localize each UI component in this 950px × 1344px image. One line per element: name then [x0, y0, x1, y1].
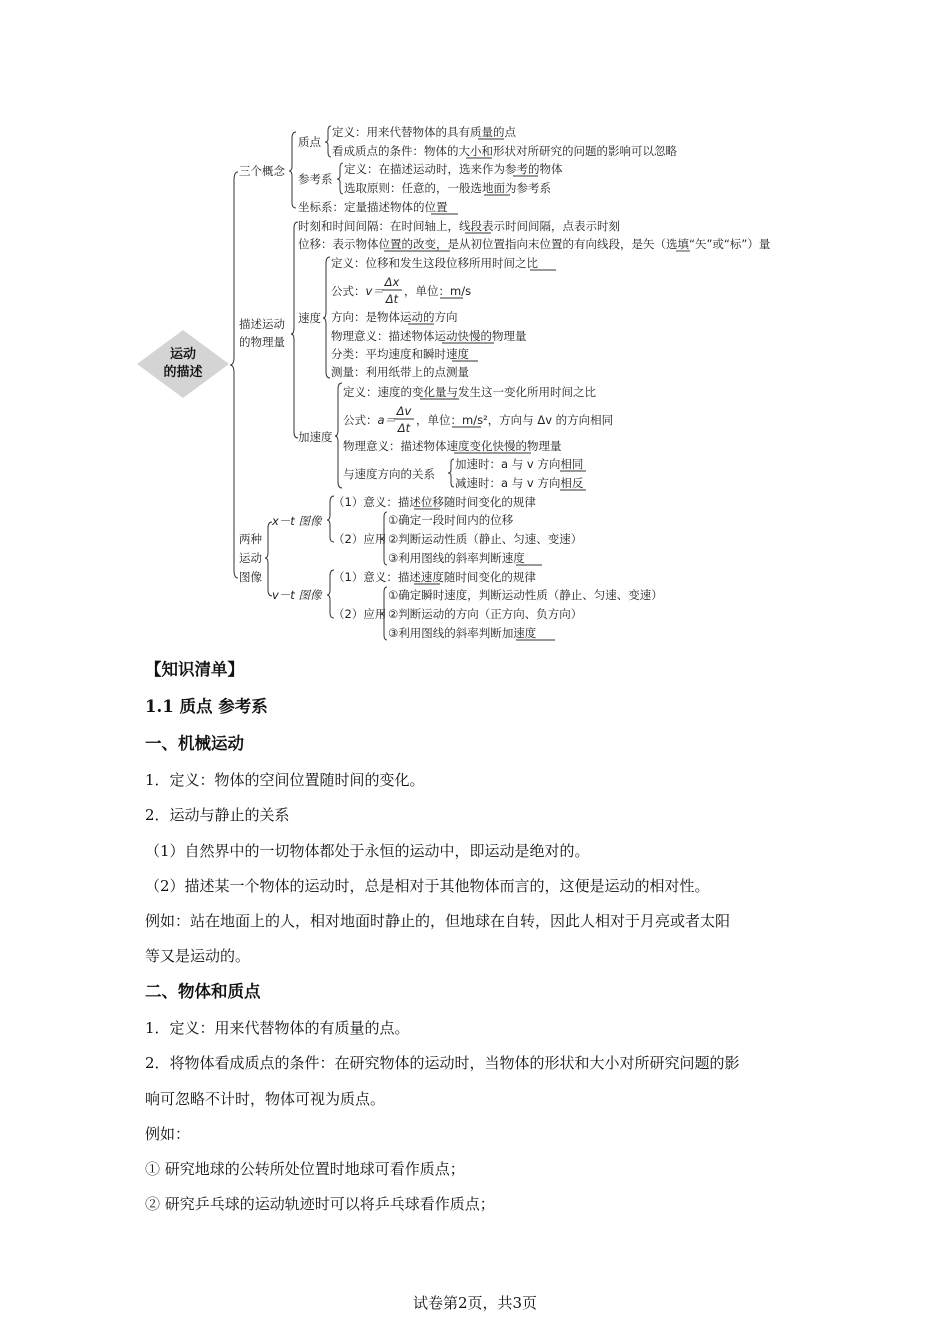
- particle-condition: 看成质点的条件：物体的大小和形状对所研究的问题的影响可以忽略: [332, 144, 677, 158]
- accel-formula: 公式：a＝: [343, 413, 397, 427]
- xt-app-1: ①确定一段时间内的位移: [388, 513, 514, 527]
- accel-numerator: Δv: [396, 404, 412, 418]
- relation-brace: [448, 459, 454, 487]
- xt-meaning: （1）意义：描述位移随时间变化的规律: [333, 495, 536, 509]
- paragraph: 等又是运动的。: [145, 947, 251, 965]
- coordinate-system: 坐标系：定量描述物体的位置: [298, 200, 448, 214]
- paragraph: ① 研究地球的公转所处位置时地球可看作质点；: [145, 1160, 465, 1178]
- accel-def: 定义：速度的变化量与发生这一变化所用时间之比: [343, 385, 596, 399]
- frame-label: 参考系: [298, 172, 333, 186]
- particle-brace: [325, 126, 331, 157]
- page-footer: 试卷第2页，共3页: [412, 1294, 538, 1312]
- paragraph: 1．定义：用来代替物体的有质量的点。: [145, 1019, 410, 1037]
- velocity-meaning: 物理意义：描述物体运动快慢的物理量: [331, 329, 527, 343]
- concept-map: [0, 0, 950, 650]
- velocity-numerator: Δx: [384, 275, 400, 289]
- vt-app-2: ②判断运动的方向（正方向、负方向）: [388, 607, 583, 621]
- velocity-brace: [323, 257, 330, 378]
- heading-object-particle: 二、物体和质点: [145, 982, 261, 1001]
- velocity-def: 定义：位移和发生这段位移所用时间之比: [331, 256, 538, 270]
- physq-label-1: 描述运动: [239, 317, 285, 331]
- particle-label: 质点: [298, 135, 321, 149]
- accel-denominator: Δt: [397, 421, 411, 435]
- accel-unit: ，单位：m/s²，方向与 Δv 的方向相同: [416, 413, 614, 427]
- velocity-formula: 公式：v＝: [331, 284, 384, 298]
- paragraph: ② 研究乒乓球的运动轨迹时可以将乒乓球看作质点；: [145, 1195, 495, 1213]
- velocity-denominator: Δt: [385, 292, 399, 306]
- physq-brace: [291, 222, 298, 438]
- graphs-brace: [265, 522, 272, 596]
- velocity-direction: 方向：是物体运动的方向: [331, 310, 458, 324]
- vt-meaning: （1）意义：描述速度随时间变化的规律: [333, 570, 536, 584]
- velocity-label: 速度: [298, 311, 321, 325]
- velocity-measure: 测量：利用纸带上的点测量: [331, 365, 469, 379]
- particle-def: 定义：用来代替物体的具有质量的点: [332, 125, 516, 139]
- knowledge-title: 【知识清单】: [145, 660, 244, 679]
- concepts-brace: [289, 132, 296, 208]
- accel-relation: 与速度方向的关系: [343, 467, 435, 481]
- vt-label: v－t 图像: [272, 588, 322, 602]
- section-title: 1.1 质点 参考系: [145, 697, 268, 716]
- graphs-label-1: 两种: [239, 532, 262, 546]
- graphs-label-2: 运动: [239, 551, 262, 565]
- accel-brace: [335, 383, 342, 488]
- paragraph: 2．运动与静止的关系: [145, 806, 290, 824]
- three-concepts-label: 三个概念: [239, 164, 285, 178]
- accel-label: 加速度: [298, 430, 333, 444]
- paragraph: 响可忽略不计时，物体可视为质点。: [145, 1090, 386, 1108]
- paragraph: （2）描述某一个物体的运动时，总是相对于其他物体而言的，这便是运动的相对性。: [145, 877, 710, 895]
- paragraph: 例如：站在地面上的人，相对地面时静止的，但地球在自转，因此人相对于月亮或者太阳: [145, 912, 731, 930]
- center-node: [137, 330, 229, 398]
- paragraph: 2．将物体看成质点的条件：在研究物体的运动时，当物体的形状和大小对所研究问题的影: [145, 1054, 740, 1072]
- accel-decelerating: 减速时：a 与 v 方向相反: [455, 476, 584, 490]
- vt-app-3: ③利用图线的斜率判断加速度: [388, 626, 537, 640]
- paragraph: 例如：: [145, 1125, 191, 1143]
- frame-brace: [337, 163, 343, 194]
- xt-application: （2）应用: [333, 532, 387, 546]
- displacement: 位移：表示物体位置的改变，是从初位置指向末位置的有向线段，是矢（选填“矢”或“标”）量: [298, 237, 771, 251]
- xt-app-3: ③利用图线的斜率判断速度: [388, 551, 525, 565]
- velocity-class: 分类：平均速度和瞬时速度: [331, 347, 469, 361]
- velocity-unit: ，单位：m/s: [404, 284, 472, 298]
- paragraph: 1．定义：物体的空间位置随时间的变化。: [145, 771, 425, 789]
- main-brace: [230, 172, 238, 578]
- frame-selection: 选取原则：任意的，一般选地面为参考系: [344, 181, 551, 195]
- physq-label-2: 的物理量: [239, 335, 285, 349]
- xt-label: x－t 图像: [272, 514, 322, 528]
- center-label-2: 的描述: [163, 365, 203, 380]
- accel-meaning: 物理意义：描述物体速度变化快慢的物理量: [343, 439, 562, 453]
- frame-def: 定义：在描述运动时，选来作为参考的物体: [344, 162, 563, 176]
- time-interval: 时刻和时间间隔：在时间轴上，线段表示时间间隔，点表示时刻: [298, 219, 620, 233]
- center-label-1: 运动: [169, 347, 197, 362]
- accel-accelerating: 加速时：a 与 v 方向相同: [455, 457, 584, 471]
- vt-app-1: ①确定瞬时速度，判断运动性质（静止、匀速、变速）: [388, 588, 663, 602]
- xt-app-2: ②判断运动性质（静止、匀速、变速）: [388, 532, 583, 546]
- heading-mechanical-motion: 一、机械运动: [145, 734, 244, 753]
- vt-application: （2）应用: [333, 607, 387, 621]
- graphs-label-3: 图像: [239, 570, 262, 584]
- paragraph: （1）自然界中的一切物体都处于永恒的运动中，即运动是绝对的。: [145, 842, 590, 860]
